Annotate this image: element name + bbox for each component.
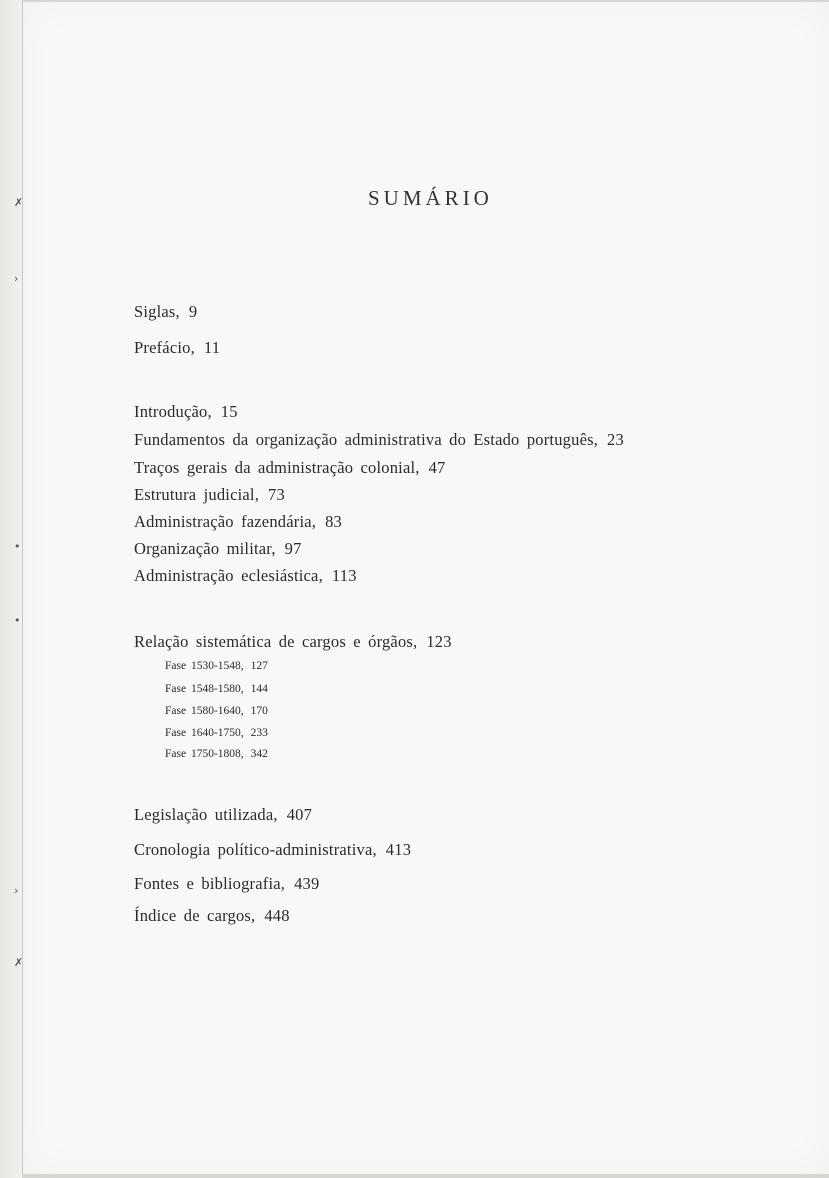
toc-subentry-fase-1548[interactable] <box>165 682 268 696</box>
toc-entry-indice-cargos[interactable] <box>134 906 290 926</box>
toc-entry-label: Siglas, <box>134 302 180 321</box>
toc-entry-label: Índice de cargos, <box>134 906 256 925</box>
toc-subentry-label: Fase 1530-1548, <box>165 660 244 672</box>
toc-subentry-page: 170 <box>250 705 268 717</box>
toc-entry-label: Relação sistemática de cargos e órgãos, <box>134 632 418 651</box>
toc-subentry-page: 144 <box>250 683 268 695</box>
toc-subentry-page: 233 <box>250 727 268 739</box>
page-title: SUMÁRIO <box>368 186 493 210</box>
toc-entry-page: 123 <box>426 632 452 651</box>
toc-entry-page: 407 <box>286 805 313 824</box>
toc-subentry-page: 127 <box>250 660 268 672</box>
toc-entry-estrutura-judicial[interactable] <box>134 485 285 505</box>
toc-subentry-label: Fase 1580-1640, <box>165 705 244 717</box>
toc-entry-legislacao[interactable] <box>134 805 312 825</box>
toc-subentry-fase-1640[interactable] <box>165 726 268 740</box>
toc-subentry-label: Fase 1548-1580, <box>165 683 244 695</box>
margin-mark: › <box>14 884 19 897</box>
toc-entry-administracao-fazendaria[interactable] <box>134 512 342 532</box>
toc-entry-label: Administração fazendária, <box>134 512 317 531</box>
toc-subentry-page: 342 <box>250 748 268 760</box>
toc-entry-label: Cronologia político-administrativa, <box>134 840 377 859</box>
toc-entry-label: Administração eclesiástica, <box>134 566 323 585</box>
toc-entry-cronologia[interactable] <box>134 840 411 860</box>
document-page <box>22 2 829 1174</box>
toc-entry-prefacio[interactable] <box>134 338 220 358</box>
toc-entry-introducao[interactable] <box>134 402 238 422</box>
page-binding-edge <box>0 0 22 1178</box>
toc-entry-fontes-bibliografia[interactable] <box>134 874 319 894</box>
toc-entry-label: Introdução, <box>134 402 212 421</box>
margin-mark: ✗ <box>14 956 24 969</box>
toc-subentry-label: Fase 1640-1750, <box>165 727 244 739</box>
toc-entry-page: 113 <box>331 566 357 585</box>
toc-entry-organizacao-militar[interactable] <box>134 539 302 559</box>
toc-entry-page: 15 <box>220 402 238 421</box>
toc-entry-fundamentos[interactable] <box>134 430 624 450</box>
toc-subentry-label: Fase 1750-1808, <box>165 748 244 760</box>
toc-entry-page: 47 <box>428 458 446 477</box>
toc-subentry-fase-1750[interactable] <box>165 747 268 761</box>
toc-entry-page: 413 <box>385 840 412 859</box>
toc-entry-label: Traços gerais da administração colonial, <box>134 458 420 477</box>
toc-entry-siglas[interactable] <box>134 302 197 322</box>
toc-entry-page: 73 <box>268 485 285 504</box>
toc-entry-page: 97 <box>284 539 302 558</box>
toc-entry-label: Organização militar, <box>134 539 276 558</box>
toc-entry-page: 439 <box>294 874 320 893</box>
margin-mark: • <box>14 614 21 627</box>
margin-mark: • <box>14 540 21 553</box>
toc-subentry-fase-1580[interactable] <box>165 704 268 718</box>
margin-mark: ✗ <box>14 196 24 209</box>
toc-entry-page: 9 <box>188 302 198 321</box>
toc-entry-label: Prefácio, <box>134 338 195 357</box>
toc-entry-page: 23 <box>607 430 624 449</box>
toc-entry-label: Fundamentos da organização administrativa do Estado português, <box>134 430 599 449</box>
toc-entry-relacao-sistematica[interactable] <box>134 632 452 652</box>
toc-entry-page: 11 <box>203 338 221 357</box>
toc-entry-label: Estrutura judicial, <box>134 485 260 504</box>
margin-mark: › <box>14 272 19 285</box>
toc-entry-label: Fontes e bibliografia, <box>134 874 286 893</box>
toc-subentry-fase-1530[interactable] <box>165 659 268 673</box>
toc-entry-administracao-eclesiastica[interactable] <box>134 566 357 586</box>
toc-entry-page: 83 <box>325 512 342 531</box>
toc-entry-page: 448 <box>264 906 290 925</box>
toc-entry-tracos-gerais[interactable] <box>134 458 446 478</box>
toc-entry-label: Legislação utilizada, <box>134 805 278 824</box>
